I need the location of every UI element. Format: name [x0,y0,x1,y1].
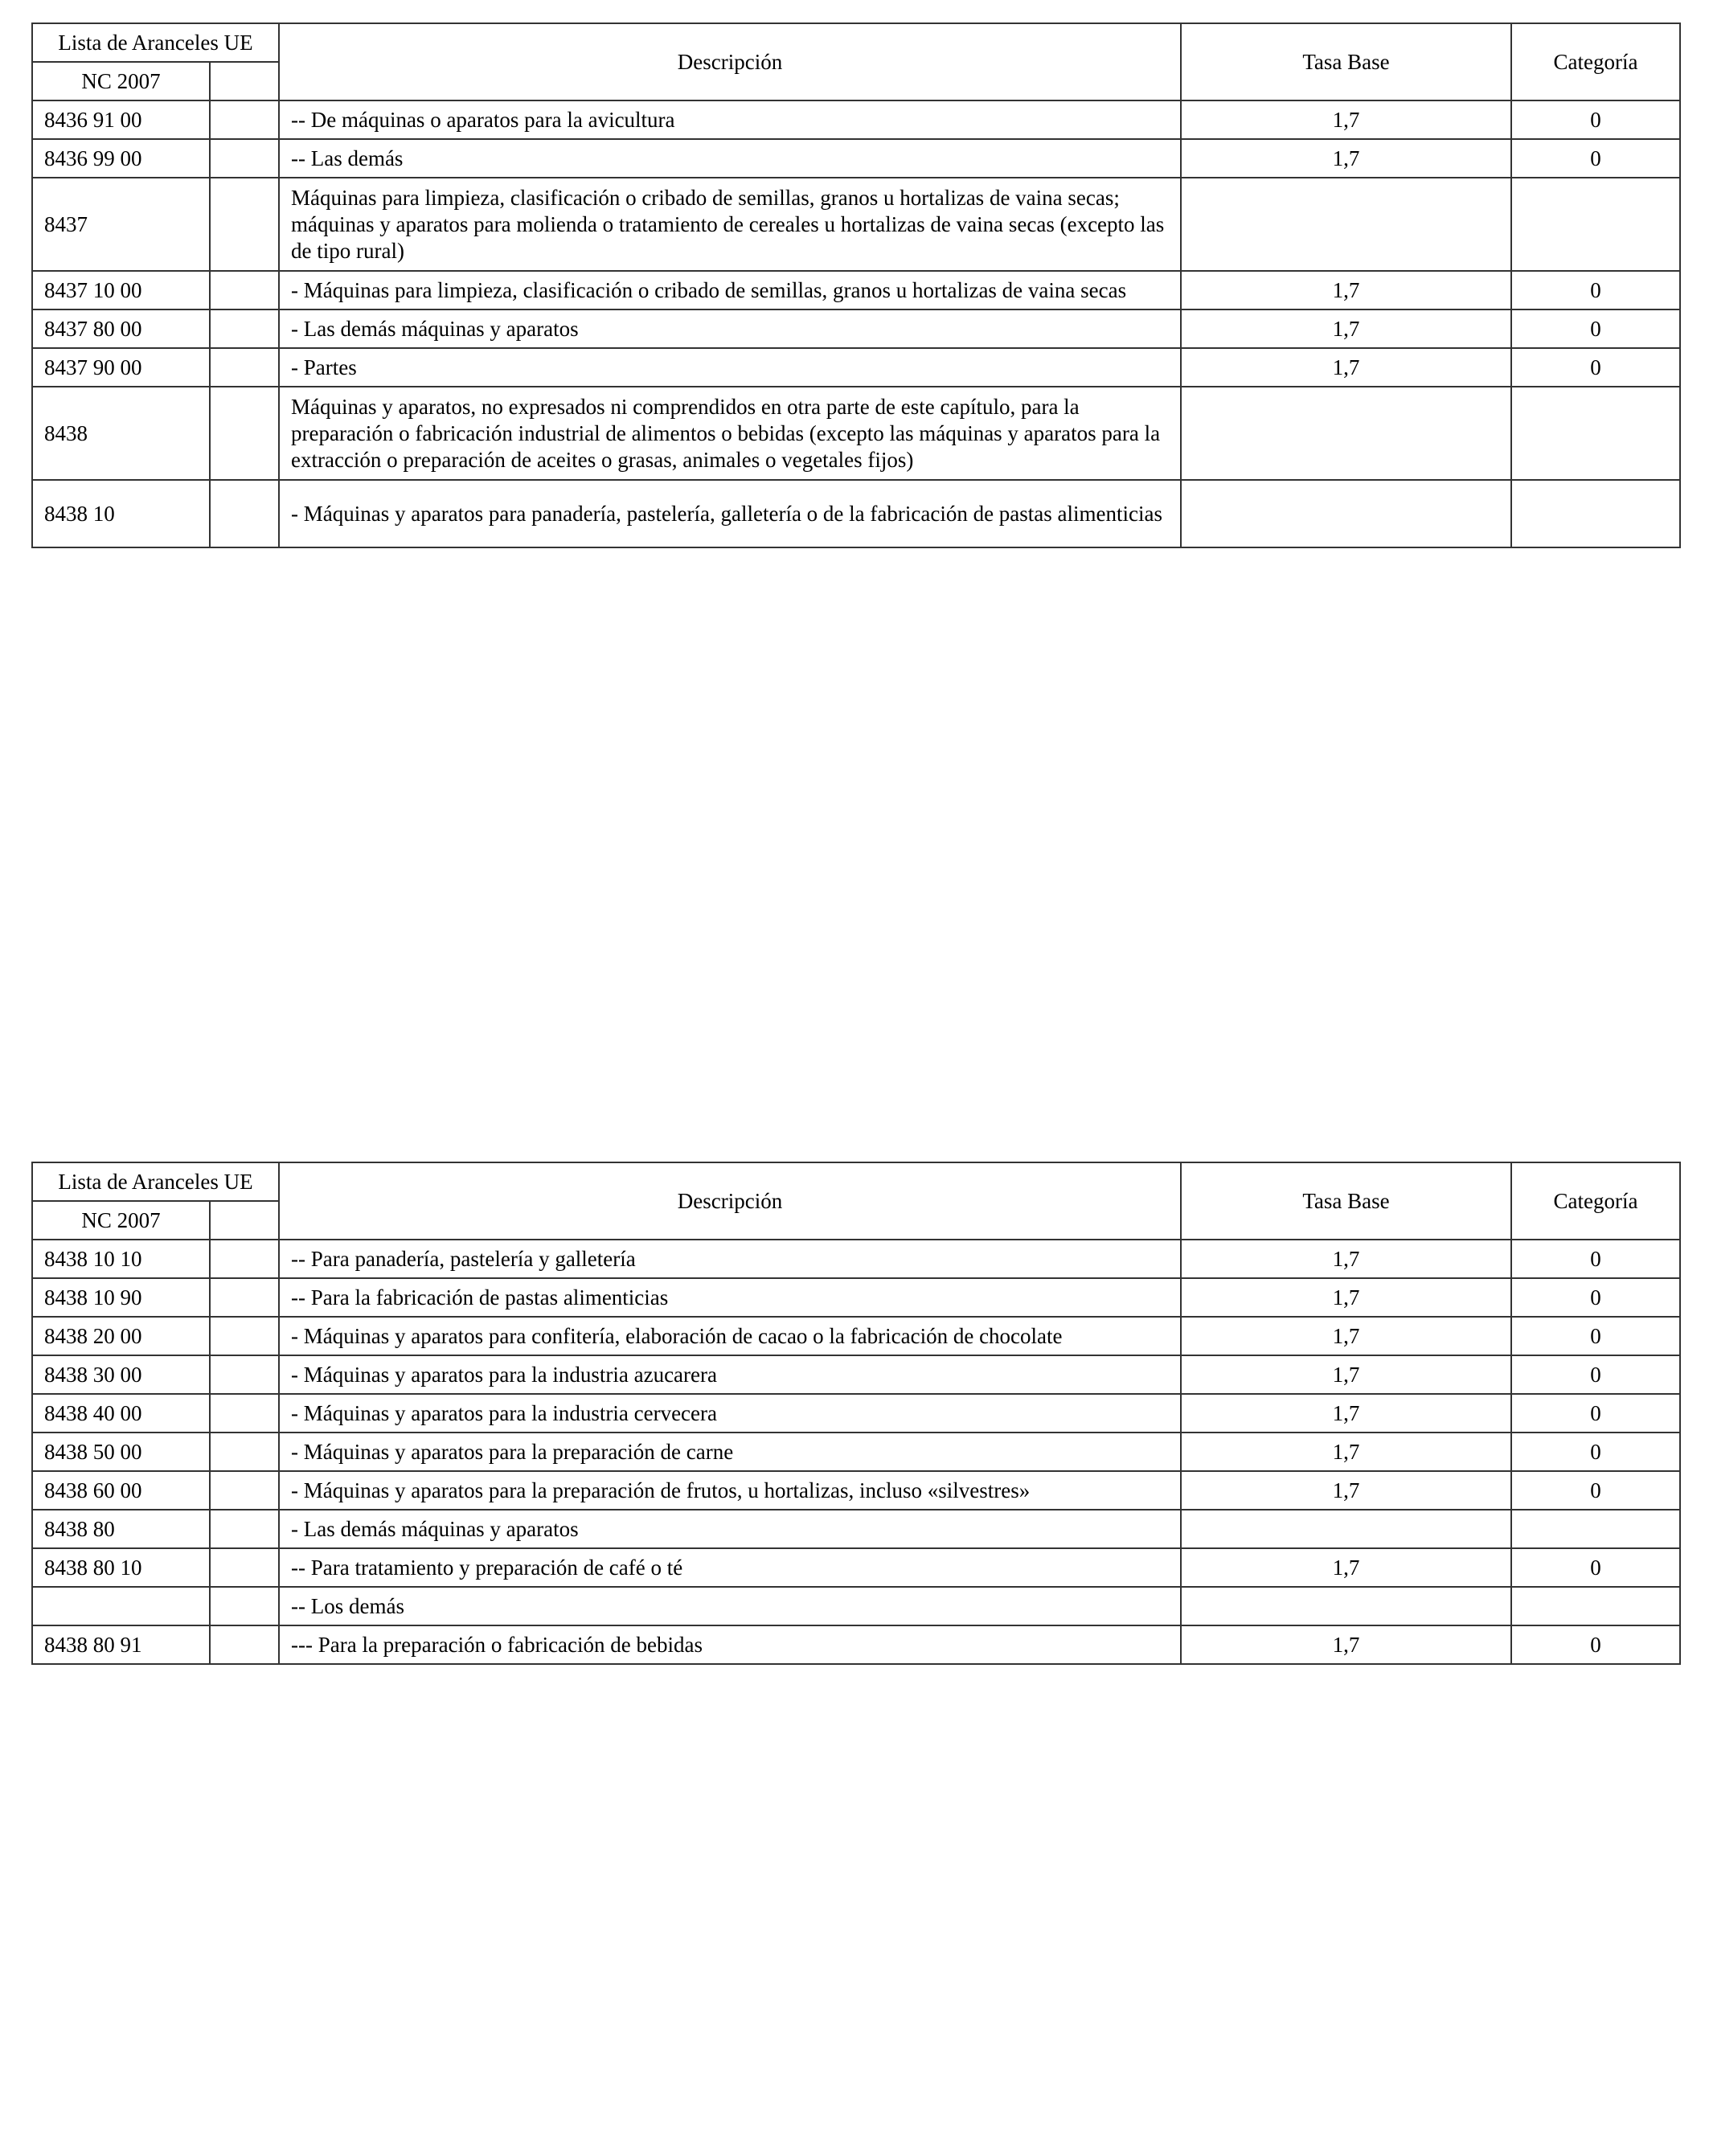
description: --- Para la preparación o fabricación de bebidas [279,1625,1181,1664]
empty-cell [210,139,279,178]
categoria [1511,1587,1680,1625]
nc-code: 8438 10 10 [32,1240,210,1278]
table-row [32,178,1680,271]
header-lista-aranceles: Lista de Aranceles UE [32,23,279,62]
nc-code: 8437 80 00 [32,309,210,348]
nc-code [32,1587,210,1625]
description: Máquinas y aparatos, no expresados ni comprendidos en otra parte de este capítulo, para la preparación o fabricación industrial de alimentos o bebidas (excepto las máquinas y aparatos para la extracción o preparación de aceites o grasas, animales o vegetales fijos) [279,387,1181,480]
categoria [1511,178,1680,271]
header-tasa-base: Tasa Base [1181,23,1511,100]
tasa-base: 1,7 [1181,1548,1511,1587]
table-row [32,387,1680,480]
header-row [32,23,1680,62]
description: - Máquinas para limpieza, clasificación o cribado de semillas, granos u hortalizas de vaina secas [279,271,1181,309]
table-row [32,1355,1680,1394]
categoria: 0 [1511,1355,1680,1394]
categoria: 0 [1511,1548,1680,1587]
table-row [32,271,1680,309]
header-descripcion: Descripción [279,23,1181,100]
nc-code: 8438 10 [32,480,210,547]
nc-code: 8438 80 [32,1510,210,1548]
empty-cell [210,271,279,309]
tasa-base: 1,7 [1181,271,1511,309]
table-row [32,1471,1680,1510]
description: - Máquinas y aparatos para confitería, elaboración de cacao o la fabricación de chocolate [279,1317,1181,1355]
description: - Las demás máquinas y aparatos [279,309,1181,348]
table-row [32,139,1680,178]
header-empty-cell [210,62,279,100]
header-lista-aranceles: Lista de Aranceles UE [32,1162,279,1201]
empty-cell [210,178,279,271]
categoria: 0 [1511,1317,1680,1355]
table-row [32,480,1680,547]
description: - Máquinas y aparatos para panadería, pastelería, galletería o de la fabricación de pastas alimenticias [279,480,1181,547]
empty-cell [210,100,279,139]
empty-cell [210,1394,279,1433]
empty-cell [210,1548,279,1587]
categoria: 0 [1511,139,1680,178]
tasa-base: 1,7 [1181,1471,1511,1510]
tasa-base: 1,7 [1181,1394,1511,1433]
categoria [1511,480,1680,547]
empty-cell [210,348,279,387]
nc-code: 8438 10 90 [32,1278,210,1317]
empty-cell [210,1278,279,1317]
table-row [32,309,1680,348]
header-categoria: Categoría [1511,23,1680,100]
table-row [32,1625,1680,1664]
description: -- De máquinas o aparatos para la avicultura [279,100,1181,139]
header-descripcion: Descripción [279,1162,1181,1240]
tariff-table-1 [31,23,1681,548]
nc-code: 8436 91 00 [32,100,210,139]
tasa-base: 1,7 [1181,309,1511,348]
table-row [32,1587,1680,1625]
categoria: 0 [1511,1625,1680,1664]
table-row [32,1548,1680,1587]
description: - Máquinas y aparatos para la industria cervecera [279,1394,1181,1433]
empty-cell [210,1240,279,1278]
categoria: 0 [1511,1240,1680,1278]
header-nc-2007: NC 2007 [32,62,210,100]
empty-cell [210,1433,279,1471]
header-row [32,1162,1680,1201]
description: Máquinas para limpieza, clasificación o cribado de semillas, granos u hortalizas de vaina secas; máquinas y aparatos para molienda o tratamiento de cereales u hortalizas de vaina secas (excepto las de tipo rural) [279,178,1181,271]
description: -- Para tratamiento y preparación de café o té [279,1548,1181,1587]
nc-code: 8437 10 00 [32,271,210,309]
nc-code: 8438 40 00 [32,1394,210,1433]
categoria: 0 [1511,348,1680,387]
empty-cell [210,387,279,480]
categoria: 0 [1511,1471,1680,1510]
table-row [32,1240,1680,1278]
tariff-table-2 [31,1162,1681,1665]
header-nc-2007: NC 2007 [32,1201,210,1240]
tasa-base [1181,1587,1511,1625]
nc-code: 8438 60 00 [32,1471,210,1510]
tasa-base [1181,1510,1511,1548]
table-row [32,1510,1680,1548]
description: -- Los demás [279,1587,1181,1625]
nc-code: 8438 20 00 [32,1317,210,1355]
tasa-base: 1,7 [1181,100,1511,139]
description: -- Para panadería, pastelería y galletería [279,1240,1181,1278]
tasa-base: 1,7 [1181,348,1511,387]
tasa-base: 1,7 [1181,139,1511,178]
empty-cell [210,1471,279,1510]
header-tasa-base: Tasa Base [1181,1162,1511,1240]
description: - Máquinas y aparatos para la industria azucarera [279,1355,1181,1394]
description: -- Para la fabricación de pastas alimenticias [279,1278,1181,1317]
categoria [1511,387,1680,480]
empty-cell [210,1625,279,1664]
nc-code: 8438 [32,387,210,480]
description: - Partes [279,348,1181,387]
table-row [32,1394,1680,1433]
nc-code: 8436 99 00 [32,139,210,178]
categoria: 0 [1511,1394,1680,1433]
categoria [1511,1510,1680,1548]
nc-code: 8438 30 00 [32,1355,210,1394]
empty-cell [210,309,279,348]
nc-code: 8438 50 00 [32,1433,210,1471]
empty-cell [210,480,279,547]
categoria: 0 [1511,271,1680,309]
tasa-base: 1,7 [1181,1355,1511,1394]
description: - Máquinas y aparatos para la preparación de frutos, u hortalizas, incluso «silvestres» [279,1471,1181,1510]
nc-code: 8438 80 91 [32,1625,210,1664]
categoria: 0 [1511,309,1680,348]
description: -- Las demás [279,139,1181,178]
empty-cell [210,1510,279,1548]
header-categoria: Categoría [1511,1162,1680,1240]
table-row [32,1278,1680,1317]
empty-cell [210,1355,279,1394]
tasa-base [1181,480,1511,547]
tasa-base: 1,7 [1181,1433,1511,1471]
table-row [32,348,1680,387]
categoria: 0 [1511,1433,1680,1471]
empty-cell [210,1587,279,1625]
nc-code: 8437 [32,178,210,271]
table-row [32,1433,1680,1471]
table-row [32,100,1680,139]
tasa-base: 1,7 [1181,1625,1511,1664]
categoria: 0 [1511,100,1680,139]
tasa-base [1181,387,1511,480]
header-empty-cell [210,1201,279,1240]
tasa-base: 1,7 [1181,1317,1511,1355]
table-row [32,1317,1680,1355]
categoria: 0 [1511,1278,1680,1317]
tasa-base [1181,178,1511,271]
tasa-base: 1,7 [1181,1240,1511,1278]
tasa-base: 1,7 [1181,1278,1511,1317]
nc-code: 8437 90 00 [32,348,210,387]
empty-cell [210,1317,279,1355]
description: - Las demás máquinas y aparatos [279,1510,1181,1548]
nc-code: 8438 80 10 [32,1548,210,1587]
description: - Máquinas y aparatos para la preparación de carne [279,1433,1181,1471]
